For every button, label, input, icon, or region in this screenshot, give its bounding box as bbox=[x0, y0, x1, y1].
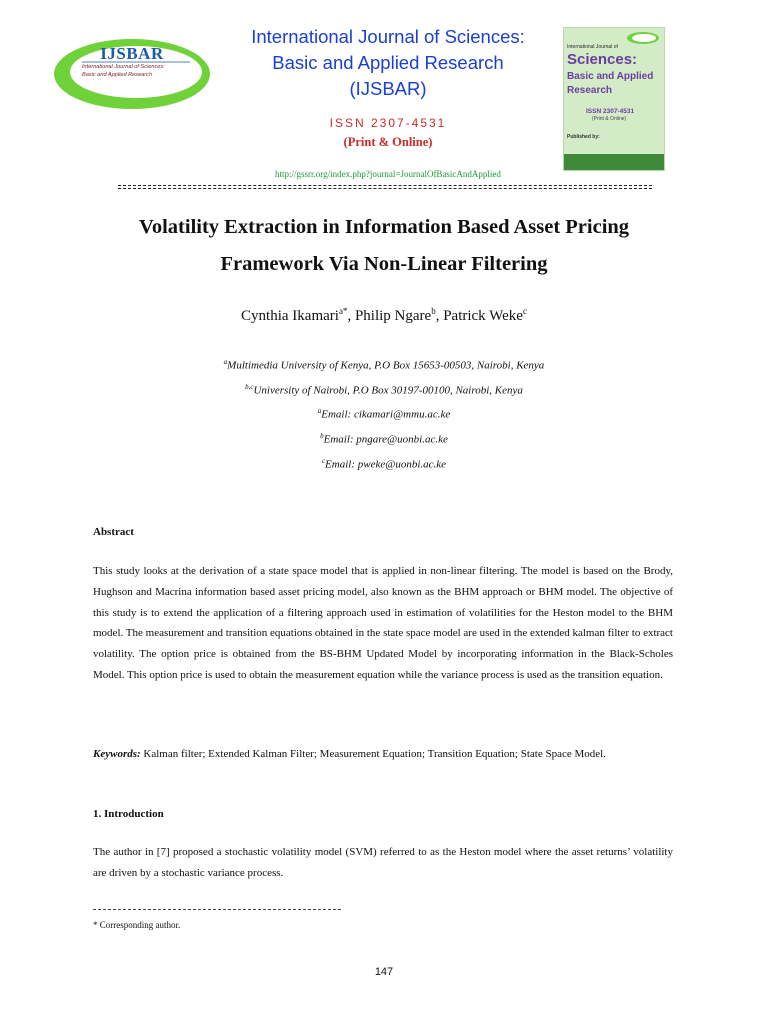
affiliation-sup: a bbox=[223, 358, 228, 366]
cover-intl-text: International Journal of bbox=[567, 44, 618, 50]
author-sup: b bbox=[431, 306, 436, 316]
paper-title-line2: Framework Via Non-Linear Filtering bbox=[220, 253, 548, 275]
cover-bottom-band bbox=[564, 154, 664, 170]
author-sup: c bbox=[522, 306, 527, 316]
cover-logo-icon bbox=[626, 31, 660, 45]
introduction-heading: 1. Introduction bbox=[93, 808, 164, 820]
affiliation-text: University of Nairobi, P.O Box 30197-00100, Nairobi, Kenya bbox=[253, 384, 523, 397]
journal-issn: ISSN 2307-4531 bbox=[329, 116, 447, 130]
journal-name-line1: International Journal of Sciences: bbox=[251, 26, 525, 47]
journal-cover-image bbox=[563, 27, 665, 171]
header-divider-second bbox=[118, 188, 652, 189]
affiliation-line bbox=[60, 426, 708, 451]
page-number: 147 bbox=[374, 966, 394, 978]
keywords-text: Kalman filter; Extended Kalman Filter; Measurement Equation; Transition Equation; State Space Model. bbox=[140, 748, 606, 760]
cover-published-by: Published by: bbox=[567, 134, 600, 140]
author-sup: a* bbox=[338, 306, 348, 316]
logo-title: IJSBAR bbox=[100, 44, 164, 63]
cover-print-online: (Print & Online) bbox=[592, 116, 627, 122]
introduction-text: The author in [7] proposed a stochastic volatility model (SVM) referred to as the Heston model where the asset returns’ volatility are driven by a stochastic variance process. bbox=[93, 846, 673, 879]
logo-subtitle-line1: International Journal of Sciences: bbox=[82, 64, 165, 70]
affiliation-sup: b bbox=[320, 431, 324, 440]
paper-title-line1: Volatility Extraction in Information Based Asset Pricing bbox=[138, 216, 630, 238]
affiliation-list bbox=[60, 352, 708, 475]
affiliation-sup: b,c bbox=[245, 382, 254, 391]
cover-basic-line2: Research bbox=[567, 85, 613, 96]
corresponding-author-footnote: * Corresponding author. bbox=[93, 920, 181, 930]
affiliation-email[interactable]: Email: pweke@uonbi.ac.ke bbox=[325, 458, 447, 471]
affiliation-email[interactable]: Email: cikamari@mmu.ac.ke bbox=[321, 408, 451, 421]
journal-print-online: (Print & Online) bbox=[343, 135, 433, 149]
journal-name bbox=[210, 24, 566, 102]
author-name: Philip Ngare bbox=[354, 308, 432, 324]
abstract-heading: Abstract bbox=[93, 526, 134, 538]
cover-basic-line1: Basic and Applied bbox=[567, 71, 654, 82]
journal-url-link[interactable]: http://gssrr.org/index.php?journal=JournalOfBasicAndApplied bbox=[275, 169, 501, 179]
author-name: Cynthia Ikamari bbox=[241, 308, 339, 324]
journal-name-line2: Basic and Applied Research bbox=[272, 52, 504, 73]
paper-title bbox=[60, 209, 708, 283]
cover-issn: ISSN 2307-4531 bbox=[586, 108, 635, 115]
abstract-text: This study looks at the derivation of a state space model that is applied in non-linear filtering. The model is based on the Brody, Hughson and Macrina information based asset pricing model, also known as the BHM approach or BHM model. The objective of this study is to extend the application of a filtering approach used in estimation of volatilities for the Heston model to the BHM model. The measurement and transition equations obtained in the state space model are used in the extended kalman filter to extract volatility. The option price is obtained from the BS-BHM Updated Model by incorporating information in the Black-Scholes Model. This option price is used to obtain the measurement equation while the variance process is used as the transition equation. bbox=[93, 565, 673, 681]
affiliation-sup: c bbox=[321, 456, 326, 465]
journal-logo bbox=[52, 36, 212, 112]
author-separator: , bbox=[347, 308, 355, 324]
journal-name-line3: (IJSBAR) bbox=[349, 78, 427, 99]
keywords-paragraph bbox=[93, 744, 673, 765]
affiliation-line bbox=[60, 377, 708, 402]
affiliation-sup: a bbox=[317, 407, 322, 416]
author-name: Patrick Weke bbox=[443, 308, 523, 324]
keywords-label: Keywords: bbox=[93, 748, 141, 760]
affiliation-email[interactable]: Email: pngare@uonbi.ac.ke bbox=[323, 433, 448, 446]
author-separator: , bbox=[435, 308, 444, 324]
cover-sciences-text: Sciences: bbox=[567, 51, 638, 68]
footnote-divider bbox=[93, 909, 341, 910]
author-list bbox=[60, 306, 708, 325]
cover-basic-text bbox=[567, 70, 663, 98]
logo-subtitle bbox=[82, 64, 190, 79]
logo-subtitle-line2: Basic and Applied Research bbox=[82, 71, 153, 78]
affiliation-line bbox=[60, 352, 708, 377]
affiliation-line bbox=[60, 451, 708, 476]
affiliation-text: Multimedia University of Kenya, P.O Box 15653-00503, Nairobi, Kenya bbox=[227, 359, 545, 372]
affiliation-line bbox=[60, 401, 708, 426]
header-divider bbox=[118, 185, 652, 186]
